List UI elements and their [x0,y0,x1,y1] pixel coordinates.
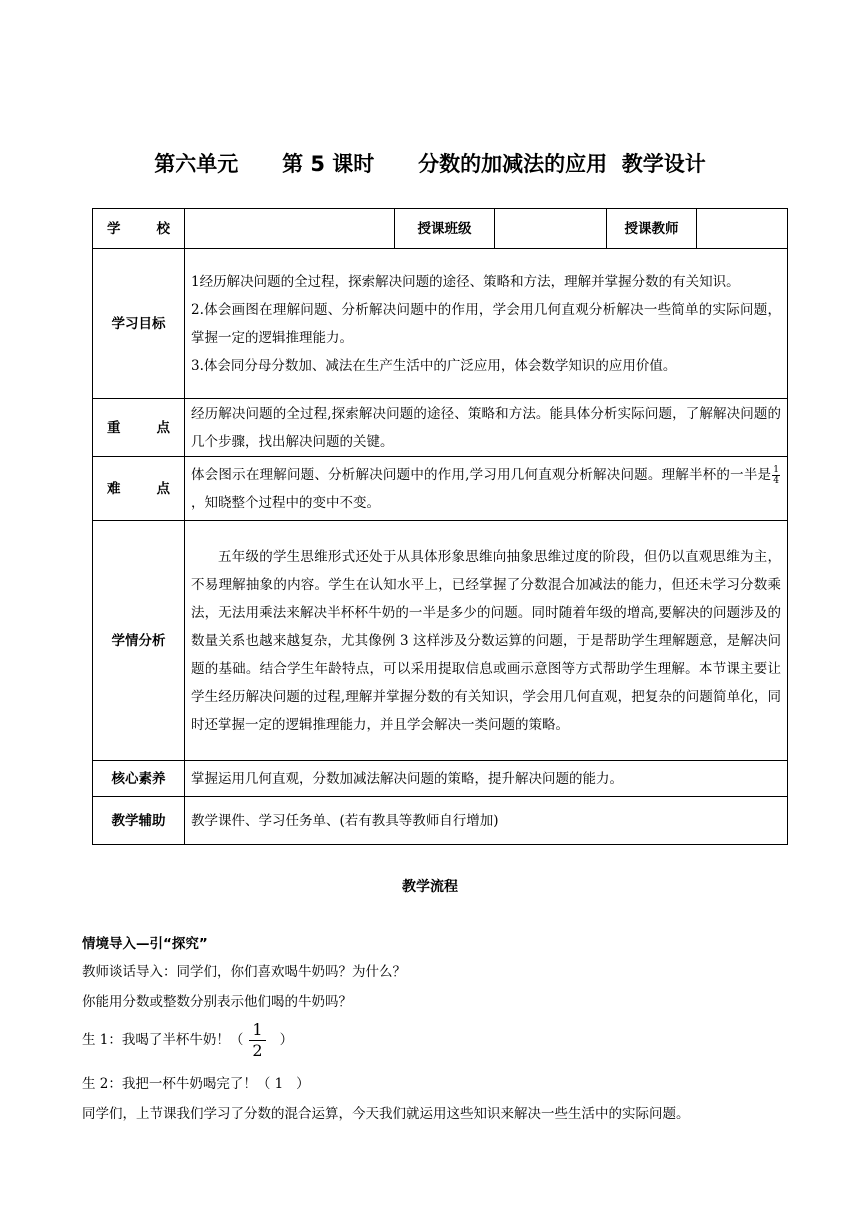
row-core [93,761,788,797]
difficulty-label: 难 点 [93,457,185,521]
fraction-numerator: 1 [773,464,779,475]
core-label: 核心素养 [93,761,185,797]
row-goals [93,249,788,399]
goals-label: 学习目标 [93,249,185,399]
fraction-one-half [249,1020,265,1061]
intro-line-1: 教师谈话导入：同学们，你们喜欢喝牛奶吗？为什么？ [82,964,406,980]
school-value [185,209,395,249]
document-title: 第六单元 第 5 课时 分数的加减法的应用 教学设计 [154,152,706,176]
aids-label: 教学辅助 [93,797,185,845]
fraction-denominator: 4 [773,475,779,486]
row-analysis [93,521,788,761]
key-label: 重 点 [93,399,185,457]
school-label: 学 校 [93,209,185,249]
row-school [93,209,788,249]
student-1-close: ） [279,1032,294,1048]
aids-text: 教学课件、学习任务单、(若有教具等教师自行增加) [185,797,788,845]
row-aids [93,797,788,845]
fraction-one-quarter [772,465,780,486]
teacher-label: 授课教师 [607,209,697,249]
row-key [93,399,788,457]
student-2-line: 生 2：我把一杯牛奶喝完了！（ 1 ） [82,1076,310,1092]
student-1-text: 生 1：我喝了半杯牛奶！（ [82,1032,244,1048]
fraction-numerator: 1 [249,1020,265,1041]
fraction-denominator: 2 [252,1041,263,1060]
row-difficulty [93,457,788,521]
analysis-text: 五年级的学生思维形式还处于从具体形象思维向抽象思维过度的阶段，但仍以直观思维为主，不易理解抽象的内容。学生在认知水平上，已经掌握了分数混合加减法的能力，但还未学习分数乘法，无法用乘法来解决半杯杯牛奶的一半是多少的问题。同时随着年级的增高,要解决的问题涉及的数量关系也越来越复杂，尤其像例 3 这样涉及分数运算的问题，于是帮助学生理解题意，是解决问题的基础。结合学生年龄特点，可以采用提取信息或画示意图等方式帮助学生理解。本节课主要让学生经历解决问题的过程,理解并掌握分数的有关知识，学会用几何直观，把复杂的问题简单化，同时还掌握一定的逻辑推理能力，并且学会解决一类问题的策略。 [191,548,781,733]
class-value [495,209,607,249]
core-text: 掌握运用几何直观，分数加减法解决问题的策略，提升解决问题的能力。 [185,761,788,797]
transition-line: 同学们，上节课我们学习了分数的混合运算，今天我们就运用这些知识来解决一些生活中的实际问题。 [82,1106,690,1122]
difficulty-cell [185,457,788,521]
goal-item: 3.体会同分母分数加、减法在生产生活中的广泛应用，体会数学知识的应用价值。 [191,357,677,374]
goals-cell [185,249,788,399]
difficulty-text-before: 体会图示在理解问题、分析解决问题中的作用,学习用几何直观分析解决问题。理解半杯的一半是 [191,466,772,483]
analysis-label: 学情分析 [93,521,185,761]
goal-item: 2.体会画图在理解问题、分析解决问题中的作用，学会用几何直观分析解决一些简单的实际问题，掌握一定的逻辑推理能力。 [191,301,781,346]
teacher-value [697,209,788,249]
key-text: 经历解决问题的全过程,探索解决问题的途径、策略和方法。能具体分析实际问题，了解解决问题的几个步骤，找出解决问题的关键。 [185,399,788,457]
lesson-info-table [92,208,788,845]
flow-title: 教学流程 [402,879,458,895]
goal-item: 1经历解决问题的全过程，探索解决问题的途径、策略和方法，理解并掌握分数的有关知识。 [191,273,740,290]
analysis-cell [185,521,788,761]
intro-line-2: 你能用分数或整数分别表示他们喝的牛奶吗？ [82,994,352,1010]
student-1-line [82,1020,293,1061]
difficulty-text-after: ，知晓整个过程中的变中不变。 [191,494,380,511]
class-label: 授课班级 [395,209,495,249]
section-heading: 情境导入—引“探究” [82,936,208,952]
